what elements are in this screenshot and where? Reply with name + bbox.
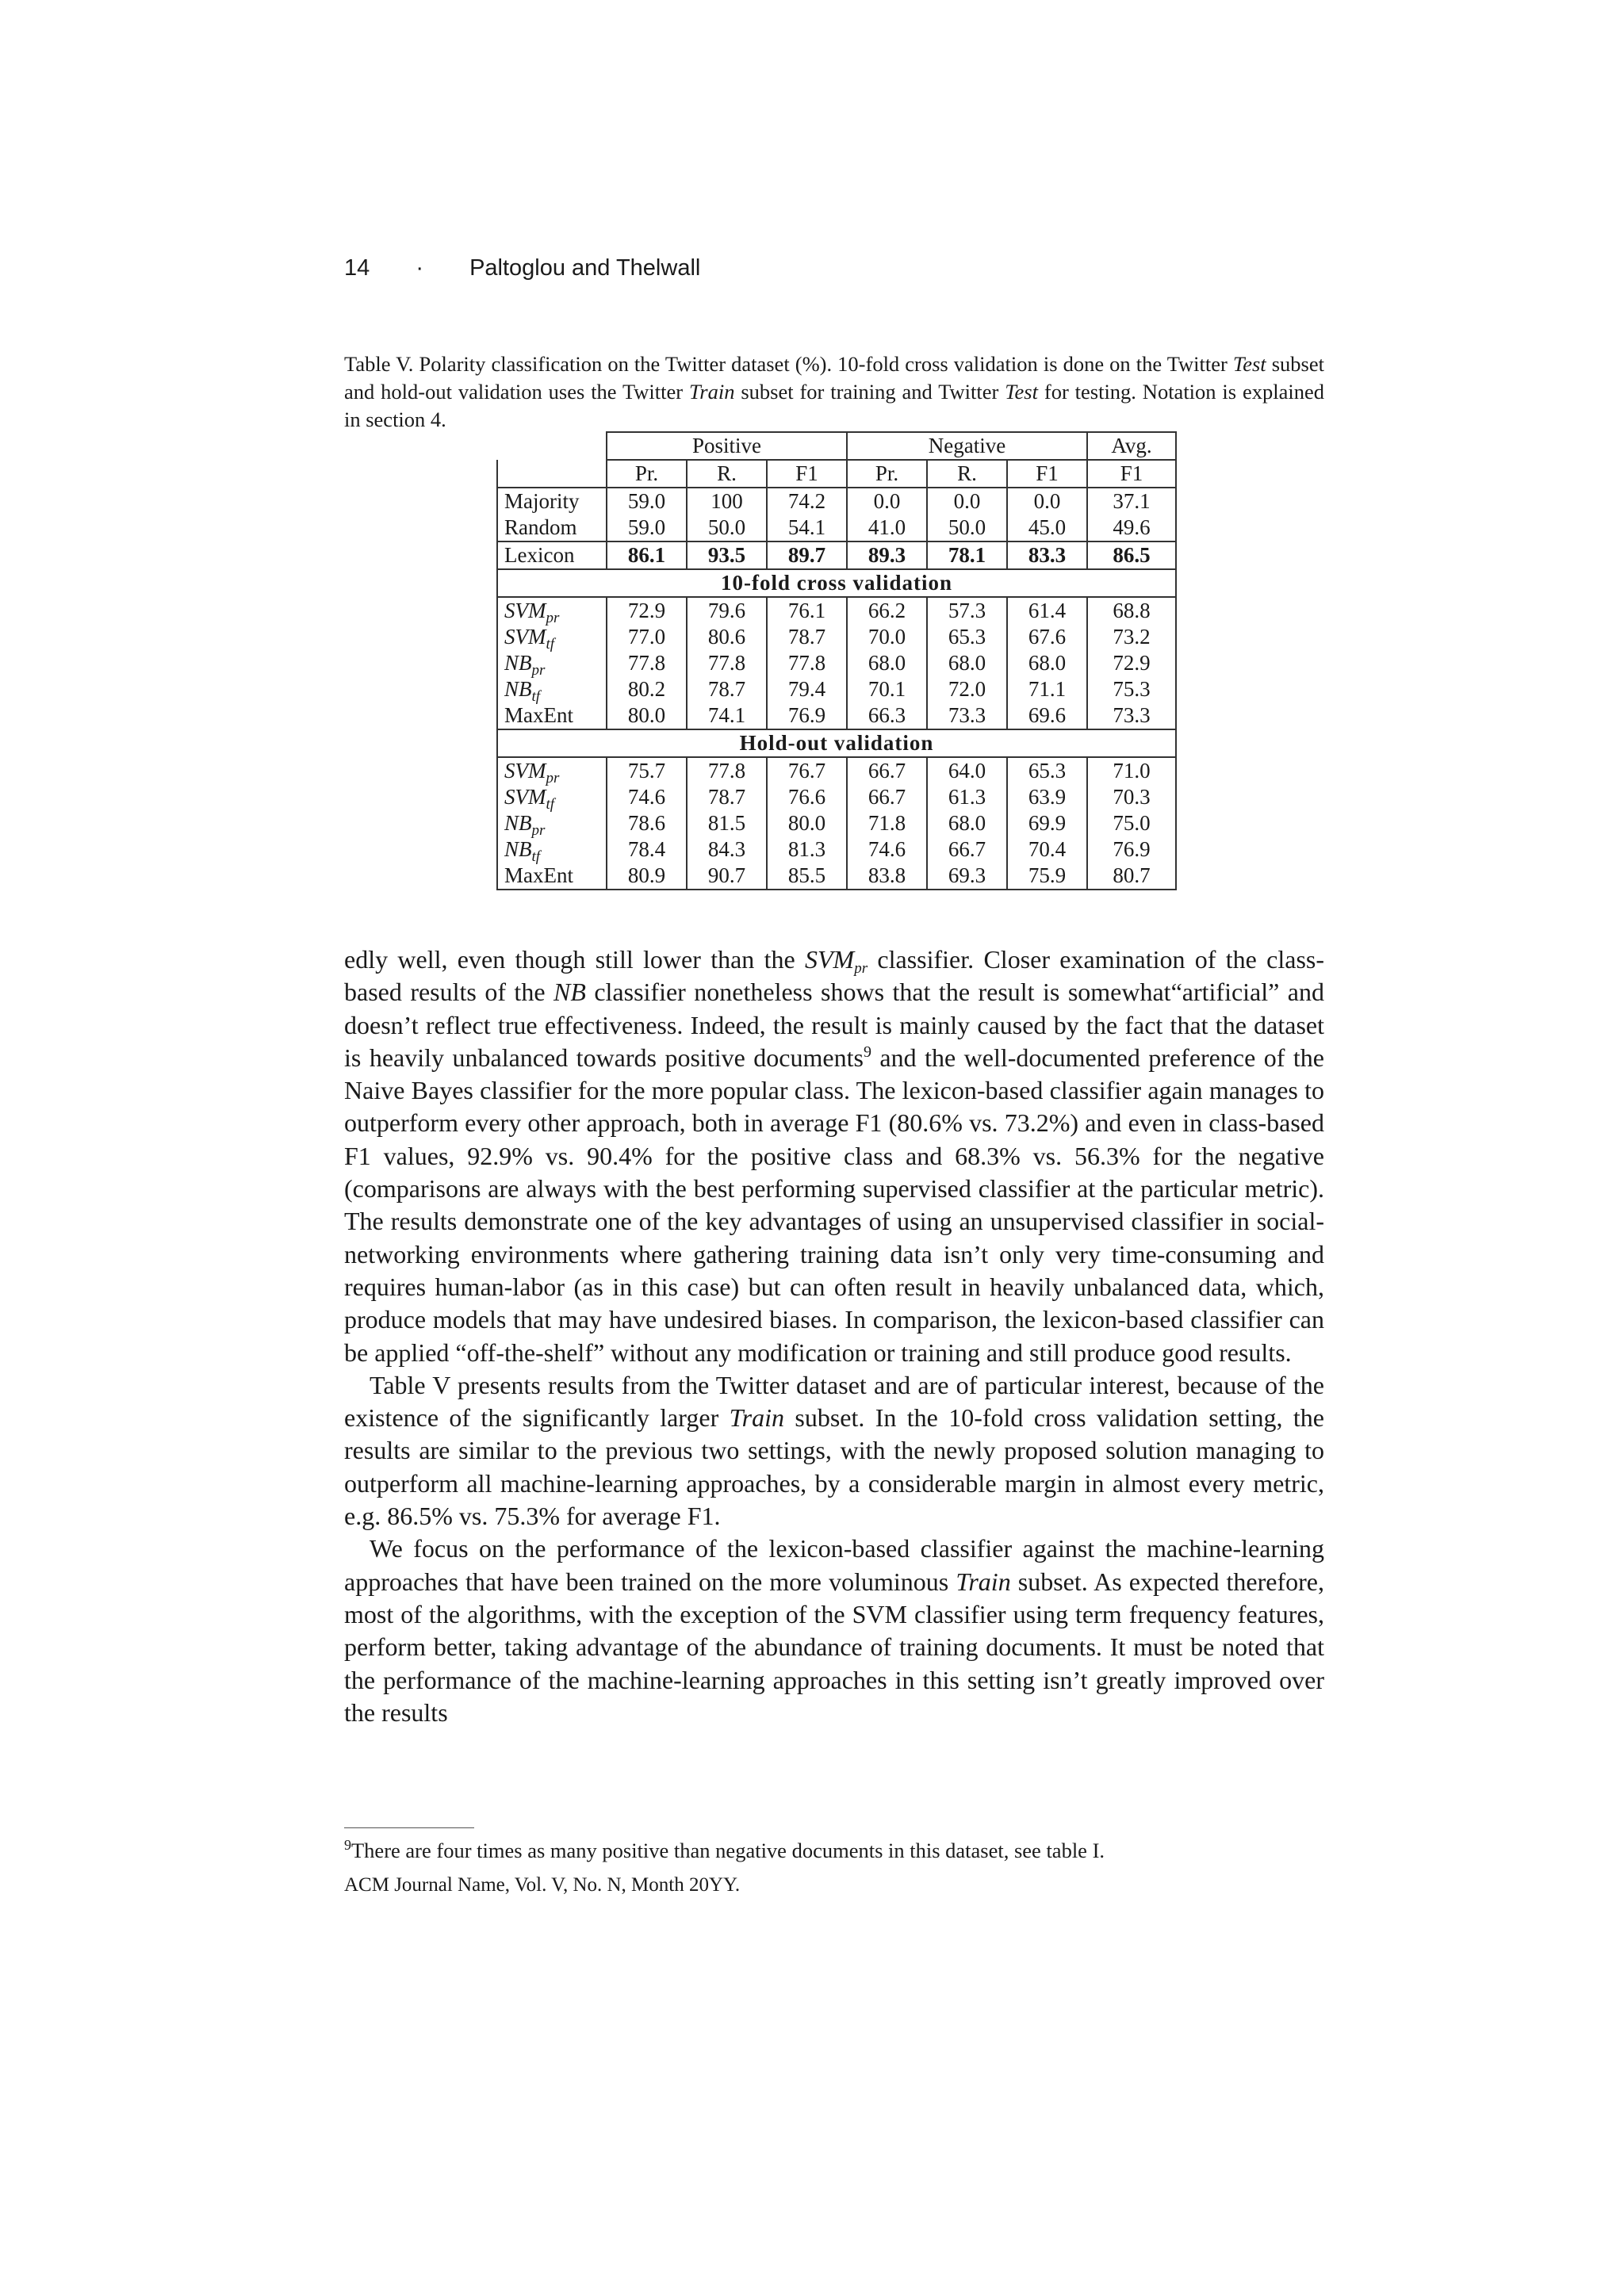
table-row — [497, 676, 1176, 702]
section-title-cv: 10-fold cross validation — [497, 569, 1176, 597]
caption-italic: Test — [1232, 352, 1266, 376]
table-cell: 100 — [687, 488, 767, 515]
table-cell: 59.0 — [607, 488, 687, 515]
row-label-sub: tf — [531, 848, 541, 865]
math-nb: NB — [553, 978, 586, 1007]
table-cell: 66.7 — [847, 757, 927, 784]
header-separator: · — [416, 255, 423, 281]
row-label — [497, 784, 607, 813]
table-cell: 78.7 — [687, 784, 767, 810]
row-label: Lexicon — [497, 541, 607, 569]
table-cell: 72.0 — [927, 676, 1007, 702]
table-cell: 77.8 — [607, 650, 687, 676]
column-header: F1 — [1007, 460, 1087, 488]
table-cell: 64.0 — [927, 757, 1007, 784]
table-cell: 79.4 — [767, 676, 847, 702]
caption-text: subset for training and Twitter — [734, 380, 1005, 404]
table-cell: 80.2 — [607, 676, 687, 702]
table-cell: 74.6 — [607, 784, 687, 810]
row-label — [497, 757, 607, 784]
table-cell: 37.1 — [1087, 488, 1176, 515]
table-cell: 76.9 — [1087, 836, 1176, 863]
table-cell: 76.1 — [767, 597, 847, 624]
table-cell: 71.1 — [1007, 676, 1087, 702]
table-cell: 83.8 — [847, 863, 927, 890]
table-cell: 93.5 — [687, 541, 767, 569]
table-row — [497, 784, 1176, 810]
table-cell: 86.1 — [607, 541, 687, 569]
table-cell: 72.9 — [1087, 650, 1176, 676]
table-cell: 81.5 — [687, 810, 767, 836]
table-cell: 74.6 — [847, 836, 927, 863]
row-label — [497, 863, 607, 890]
table-cell: 41.0 — [847, 515, 927, 541]
row-label-base: SVM — [504, 785, 546, 809]
column-header: Pr. — [607, 460, 687, 488]
footnote — [344, 1831, 1105, 1864]
table-cell: 76.9 — [767, 702, 847, 729]
column-header: Pr. — [847, 460, 927, 488]
table-cell: 74.2 — [767, 488, 847, 515]
row-label-sub: pr — [546, 770, 560, 786]
table-cell: 0.0 — [927, 488, 1007, 515]
table-cell: 68.0 — [847, 650, 927, 676]
results-table — [496, 431, 1177, 890]
table-cell: 68.8 — [1087, 597, 1176, 624]
row-label-base: MaxEnt — [504, 863, 573, 887]
group-header-negative: Negative — [847, 432, 1087, 460]
caption-text: Table V. Polarity classification on the Twitter dataset (%). 10-fold cross validation is done on the Twitter — [344, 352, 1233, 376]
table-cell: 63.9 — [1007, 784, 1087, 810]
table-cell: 76.6 — [767, 784, 847, 810]
table-cell: 65.3 — [1007, 757, 1087, 784]
table-cell: 77.8 — [767, 650, 847, 676]
text: subset. As expected therefore, most of the algorithms, with the exception of the SVM classifier using term frequency features, perform better, taking advantage of the abundance of training documents. It must be noted that the performance of the machine-learning approaches in this setting isn’t greatly improved over the results — [344, 1567, 1325, 1727]
table-cell: 57.3 — [927, 597, 1007, 624]
row-label-base: SVM — [504, 625, 546, 649]
math-svm: SVM — [805, 945, 855, 974]
paragraph-1 — [344, 943, 1324, 1369]
row-label-base: SVM — [504, 599, 546, 622]
paragraph-3 — [344, 1533, 1324, 1729]
table-cell: 49.6 — [1087, 515, 1176, 541]
text: classifier nonetheless shows that the result is somewhat“artificial” and doesn’t reflect true effectiveness. Indeed, the result is mainly caused by the fact that the dataset is heavily unbalanced towards positive documents — [344, 978, 1324, 1072]
group-header-average: Avg. — [1087, 432, 1176, 460]
table-corner — [497, 460, 607, 488]
table-cell: 75.7 — [607, 757, 687, 784]
section-title-holdout: Hold-out validation — [497, 729, 1176, 757]
italic-term: Train — [956, 1567, 1011, 1596]
journal-line: ACM Journal Name, Vol. V, No. N, Month 20YY. — [344, 1874, 741, 1896]
group-header-positive: Positive — [607, 432, 847, 460]
table-row — [497, 757, 1176, 784]
table-cell: 71.0 — [1087, 757, 1176, 784]
table-cell: 70.0 — [847, 624, 927, 650]
row-label — [497, 650, 607, 679]
table-cell: 80.0 — [607, 702, 687, 729]
text: classifier. Closer examination of the class-based results of the — [344, 945, 1325, 1007]
table-cell: 70.4 — [1007, 836, 1087, 863]
italic-term: Train — [729, 1403, 784, 1433]
row-label: Majority — [497, 488, 607, 515]
table-row — [497, 702, 1176, 729]
table-row — [497, 541, 1176, 569]
table-cell: 70.3 — [1087, 784, 1176, 810]
table-cell: 61.4 — [1007, 597, 1087, 624]
text: We focus on the performance of the lexicon-based classifier against the machine-learning approaches that have been trained on the more voluminous — [344, 1534, 1324, 1596]
section-header-row — [497, 569, 1176, 597]
table-cell: 59.0 — [607, 515, 687, 541]
table-cell: 78.7 — [767, 624, 847, 650]
table-cell: 68.0 — [1007, 650, 1087, 676]
page-number: 14 — [344, 255, 370, 281]
table-cell: 73.3 — [927, 702, 1007, 729]
table-cell: 80.9 — [607, 863, 687, 890]
table-cell: 78.4 — [607, 836, 687, 863]
body-text — [344, 943, 1324, 1729]
header-authors: Paltoglou and Thelwall — [469, 255, 701, 281]
table-cell: 76.7 — [767, 757, 847, 784]
footnote-text: There are four times as many positive than negative documents in this dataset, see table I. — [351, 1838, 1105, 1862]
table-sub-header-row — [497, 460, 1176, 488]
table-cell: 77.0 — [607, 624, 687, 650]
table-cell: 72.9 — [607, 597, 687, 624]
table-cell: 85.5 — [767, 863, 847, 890]
table-group-header-row — [497, 432, 1176, 460]
row-label-sub: tf — [546, 796, 555, 813]
table-cell: 78.6 — [607, 810, 687, 836]
row-label — [497, 810, 607, 839]
table-cell: 68.0 — [927, 810, 1007, 836]
row-label-base: NB — [504, 837, 532, 861]
table-cell: 69.3 — [927, 863, 1007, 890]
table-cell: 75.9 — [1007, 863, 1087, 890]
table-cell: 67.6 — [1007, 624, 1087, 650]
caption-text: subset and hold-out validation uses the Twitter — [344, 352, 1324, 404]
table-cell: 79.6 — [687, 597, 767, 624]
paragraph-2 — [344, 1369, 1324, 1533]
table-cell: 0.0 — [847, 488, 927, 515]
caption-text: for testing. Notation is explained in section 4. — [344, 380, 1324, 431]
column-header: F1 — [1087, 460, 1176, 488]
table-cell: 69.9 — [1007, 810, 1087, 836]
text: Table V presents results from the Twitter dataset and are of particular interest, because of the existence of the significantly larger — [344, 1370, 1324, 1433]
table-cell: 80.7 — [1087, 863, 1176, 890]
row-label-sub: pr — [531, 822, 546, 839]
row-label-sub: tf — [531, 688, 541, 705]
table-cell: 86.5 — [1087, 541, 1176, 569]
table-cell: 66.3 — [847, 702, 927, 729]
caption-italic: Train — [689, 380, 735, 404]
table-row — [497, 488, 1176, 515]
table-row — [497, 624, 1176, 650]
table-cell: 75.3 — [1087, 676, 1176, 702]
table-cell: 73.3 — [1087, 702, 1176, 729]
row-label-base: NB — [504, 811, 532, 835]
table-cell: 75.0 — [1087, 810, 1176, 836]
table-cell: 71.8 — [847, 810, 927, 836]
table-cell: 66.2 — [847, 597, 927, 624]
table-cell: 78.7 — [687, 676, 767, 702]
text: edly well, even though still lower than the — [344, 945, 805, 974]
table-cell: 73.2 — [1087, 624, 1176, 650]
table-row — [497, 650, 1176, 676]
results-table-grid — [496, 431, 1177, 890]
footnote-rule — [344, 1827, 474, 1828]
table-cell: 69.6 — [1007, 702, 1087, 729]
row-label — [497, 676, 607, 705]
row-label-base: NB — [504, 651, 532, 675]
footnote-marker: 9 — [344, 1837, 351, 1853]
table-row — [497, 863, 1176, 890]
table-corner — [497, 432, 607, 460]
table-cell: 66.7 — [927, 836, 1007, 863]
text: and the well-documented preference of the Naive Bayes classifier for the more popular class. The lexicon-based classifier again manages to outperform every other approach, both in average F1 (80.6% vs. 73.2%) and even in class-based F1 values, 92.9% vs. 90.4% for the positive class and 68.3% vs. 56.3% for the negative (comparisons are always with the best performing supervised classifier at the particular metric). The results demonstrate one of the key advantages of using an unsupervised classifier in social-networking environments where gathering training data isn’t only very time-consuming and requires human-labor (as in this case) but can often result in heavily unbalanced data, which, produce models that may have undesired biases. In comparison, the lexicon-based classifier can be applied “off-the-shelf” without any modification or training and still produce good results. — [344, 1043, 1325, 1367]
running-head — [344, 255, 700, 281]
table-cell: 83.3 — [1007, 541, 1087, 569]
row-label-base: NB — [504, 677, 532, 701]
table-cell: 66.7 — [847, 784, 927, 810]
table-cell: 84.3 — [687, 836, 767, 863]
row-label — [497, 624, 607, 650]
table-cell: 90.7 — [687, 863, 767, 890]
column-header: R. — [927, 460, 1007, 488]
text: subset. In the 10-fold cross validation setting, the results are similar to the previous two settings, with the newly proposed solution managing to outperform all machine-learning approaches, by a considerable margin in almost every metric, e.g. 86.5% vs. 75.3% for average F1. — [344, 1403, 1325, 1531]
row-label — [497, 702, 607, 729]
table-cell: 70.1 — [847, 676, 927, 702]
table-cell: 89.3 — [847, 541, 927, 569]
row-label — [497, 836, 607, 863]
table-cell: 77.8 — [687, 757, 767, 784]
table-cell: 78.1 — [927, 541, 1007, 569]
table-row — [497, 515, 1176, 541]
table-cell: 61.3 — [927, 784, 1007, 810]
caption-italic: Test — [1005, 380, 1038, 404]
section-header-row — [497, 729, 1176, 757]
table-cell: 81.3 — [767, 836, 847, 863]
row-label — [497, 597, 607, 624]
table-cell: 80.0 — [767, 810, 847, 836]
table-cell: 89.7 — [767, 541, 847, 569]
table-cell: 74.1 — [687, 702, 767, 729]
table-cell: 77.8 — [687, 650, 767, 676]
table-cell: 68.0 — [927, 650, 1007, 676]
row-label-base: MaxEnt — [504, 703, 573, 727]
row-label-sub: pr — [531, 662, 546, 679]
table-cell: 50.0 — [687, 515, 767, 541]
column-header: R. — [687, 460, 767, 488]
table-row — [497, 836, 1176, 863]
table-row — [497, 597, 1176, 624]
table-cell: 50.0 — [927, 515, 1007, 541]
table-caption — [344, 350, 1324, 434]
table-cell: 80.6 — [687, 624, 767, 650]
math-sub: pr — [854, 960, 868, 977]
row-label-base: SVM — [504, 759, 546, 783]
table-cell: 65.3 — [927, 624, 1007, 650]
table-cell: 45.0 — [1007, 515, 1087, 541]
row-label: Random — [497, 515, 607, 541]
column-header: F1 — [767, 460, 847, 488]
table-cell: 0.0 — [1007, 488, 1087, 515]
row-label-sub: pr — [546, 610, 560, 626]
table-row — [497, 810, 1176, 836]
table-cell: 54.1 — [767, 515, 847, 541]
footnote-ref: 9 — [863, 1043, 871, 1061]
row-label-sub: tf — [546, 636, 555, 652]
